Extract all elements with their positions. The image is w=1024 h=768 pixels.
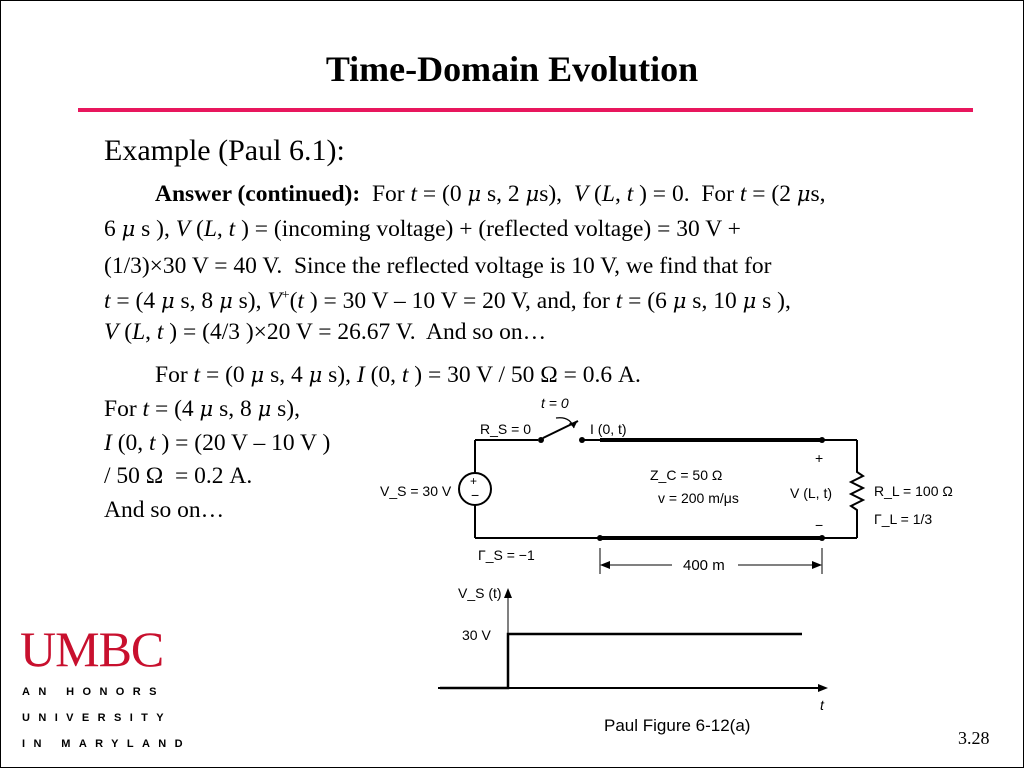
step-waveform [440,634,802,688]
current-line-1: For t = (0 μ s, 4 μ s), I (0, t ) = 30 V / 50 Ω = 0.6 A. [155,362,641,388]
circuit-figure [360,388,980,718]
slide-title: Time-Domain Evolution [325,49,699,89]
zc-label: Z_C = 50 Ω [650,467,723,483]
source-label: V_S = 30 V [380,483,452,499]
voltage-source-icon [459,473,491,505]
current-line-3: I (0, t ) = (20 V – 10 V ) [104,430,331,456]
answer-line-2: 6 μ s ), V (L, t ) = (incoming voltage) + (reflected voltage) = 30 V + [104,216,741,242]
umbc-logo: UMBC [20,621,164,677]
svg-text:+: + [470,474,478,488]
switch-label: t = 0 [541,395,569,411]
current-line-4: / 50 Ω = 0.2 A. [104,463,253,489]
logo-tagline-3: IN MARYLAND [22,738,191,750]
answer-line-4: t = (4 μ s, 8 μ s), V+(t ) = 30 V – 10 V = 20 V, and, for t = (6 μ s, 10 μ s ), [104,287,791,314]
title-underline [78,108,973,112]
plot-ylabel: V_S (t) [458,585,502,601]
logo-tagline-1: AN HONORS [22,686,165,698]
svg-text:−: − [815,517,824,533]
rs-label: R_S = 0 [480,421,531,437]
page-number: 3.28 [958,728,990,748]
answer-label: Answer (continued): [155,181,361,207]
velocity-label: v = 200 m/μs [658,490,739,506]
answer-line-5: V (L, t ) = (4/3 )×20 V = 26.67 V. And so on… [104,319,547,345]
load-voltage-label: V (L, t) [790,485,833,501]
rl-label: R_L = 100 Ω [874,483,953,499]
current-line-5: And so on… [104,497,225,523]
plot-level-label: 30 V [462,627,491,643]
switch-icon [538,418,585,443]
svg-text:+: + [815,450,824,466]
plot-xlabel: t [820,697,824,713]
answer-line-3: (1/3)×30 V = 40 V. Since the reflected voltage is 10 V, we find that for [104,253,772,279]
gamma-s-label: Γ_S = −1 [478,547,535,563]
svg-text:−: − [471,487,480,503]
logo-tagline-2: UNIVERSITY [22,712,173,724]
length-label: 400 m [683,557,725,574]
figure-caption: Paul Figure 6-12(a) [604,716,751,735]
current-label: I (0, t) [590,421,627,437]
example-heading: Example (Paul 6.1): [104,134,345,167]
load-resistor-icon [851,440,863,538]
current-line-2: For t = (4 μ s, 8 μ s), [104,396,300,422]
answer-line-1: Answer (continued): For t = (0 μ s, 2 μs), V (L, t ) = 0. For t = (2 μs, [155,181,826,207]
gamma-l-label: Γ_L = 1/3 [874,511,933,527]
